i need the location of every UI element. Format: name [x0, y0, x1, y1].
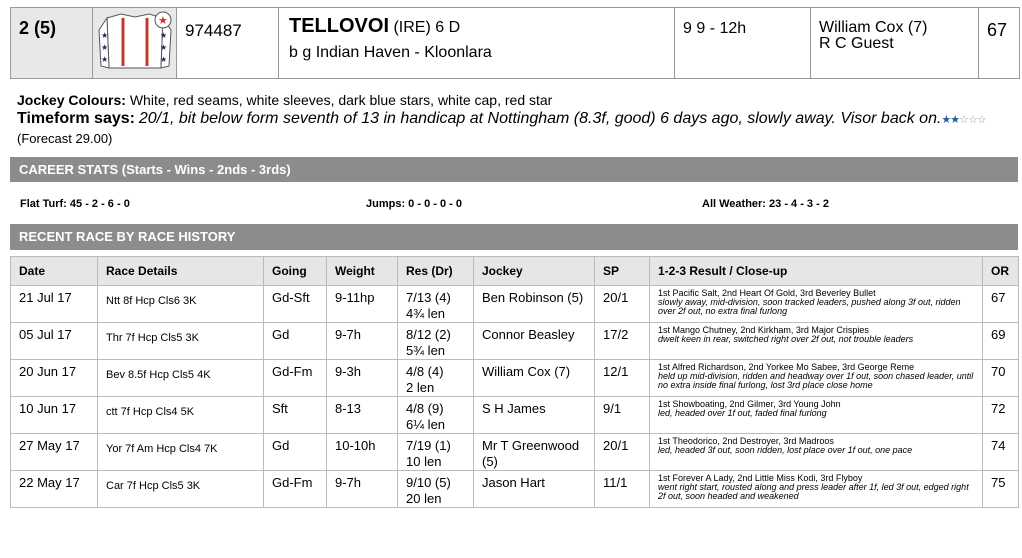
race-or: 75 — [983, 471, 1019, 508]
runner-header — [10, 7, 1020, 79]
race-going: Gd — [264, 323, 327, 360]
col-date: Date — [11, 257, 98, 286]
race-weight: 10-10h — [327, 434, 398, 471]
runner-info — [17, 91, 1017, 148]
race-going: Sft — [264, 397, 327, 434]
race-result-closeup — [650, 360, 983, 397]
jockey-trainer — [811, 8, 979, 78]
race-sp: 20/1 — [595, 434, 650, 471]
history-header-row — [11, 257, 1019, 286]
timeform-text: 20/1, bit below form seventh of 13 in handicap at Nottingham (8.3f, good) 6 days ago, slowly away. Visor back on. — [138, 110, 942, 127]
table-row — [11, 471, 1019, 508]
jockey-silks-icon — [93, 8, 177, 78]
race-jockey[interactable]: Connor Beasley — [474, 323, 595, 360]
race-distance-beaten: 6¼ len — [406, 417, 446, 432]
race-jockey[interactable]: Mr T Greenwood (5) — [474, 434, 595, 471]
table-row — [11, 434, 1019, 471]
race-sp: 17/2 — [595, 323, 650, 360]
race-weight: 9-3h — [327, 360, 398, 397]
race-closeup-comment: held up mid-division, ridden and headway over 1f out, soon chased leader, until no extra inside final furlong, lost 3rd place close home — [658, 371, 974, 390]
svg-text:★: ★ — [101, 55, 109, 64]
race-position: 4/8 (4) — [406, 364, 444, 379]
horse-country-age-sex: (IRE) 6 D — [393, 19, 461, 36]
race-details-link[interactable]: Car 7f Hcp Cls5 3K — [98, 471, 264, 508]
race-closeup-comment: led, headed over 1f out, faded final furlong — [658, 408, 827, 418]
race-going: Gd-Fm — [264, 471, 327, 508]
forecast-price: (Forecast 29.00) — [17, 131, 113, 146]
race-result — [398, 471, 474, 508]
race-sp: 11/1 — [595, 471, 650, 508]
horse-details — [279, 8, 675, 78]
race-result — [398, 286, 474, 323]
race-details-link[interactable]: Ntt 8f Hcp Cls6 3K — [98, 286, 264, 323]
race-or: 72 — [983, 397, 1019, 434]
col-result-closeup: 1-2-3 Result / Close-up — [650, 257, 983, 286]
timeform-label: Timeform says: — [17, 110, 135, 127]
table-row — [11, 397, 1019, 434]
jockey-colours-text: White, red seams, white sleeves, dark blue stars, white cap, red star — [129, 92, 553, 108]
horse-name[interactable]: TELLOVOI — [289, 15, 389, 37]
race-closeup-comment: slowly away, mid-division, soon tracked leaders, pushed along 3f out, ridden over 2f out, no extra final furlong — [658, 297, 961, 316]
all-weather-stats: All Weather: 23 - 4 - 3 - 2 — [702, 198, 829, 210]
trainer-name[interactable]: R C Guest — [819, 35, 894, 52]
race-placings: 1st Mango Chutney, 2nd Kirkham, 3rd Major Crispies — [658, 325, 869, 335]
table-row — [11, 323, 1019, 360]
race-details-link[interactable]: Thr 7f Hcp Cls5 3K — [98, 323, 264, 360]
jockey-colours-line — [17, 91, 1017, 109]
col-race-details: Race Details — [98, 257, 264, 286]
race-result-closeup — [650, 434, 983, 471]
race-closeup-comment: dwelt keen in rear, switched right over 2f out, not trouble leaders — [658, 334, 914, 344]
race-closeup-comment: led, headed 3f out, soon ridden, lost place over 1f out, one pace — [658, 445, 913, 455]
career-stats-row — [10, 190, 1018, 216]
race-sp: 9/1 — [595, 397, 650, 434]
race-history-heading: RECENT RACE BY RACE HISTORY — [10, 224, 1018, 250]
race-placings: 1st Showboating, 2nd Gilmer, 3rd Young John — [658, 399, 841, 409]
race-jockey[interactable]: William Cox (7) — [474, 360, 595, 397]
race-distance-beaten: 2 len — [406, 380, 435, 395]
age-weight: 9 9 - 12h — [675, 8, 811, 78]
race-result-closeup — [650, 397, 983, 434]
race-details-link[interactable]: ctt 7f Hcp Cls4 5K — [98, 397, 264, 434]
race-date: 21 Jul 17 — [11, 286, 98, 323]
race-details-link[interactable]: Yor 7f Am Hcp Cls4 7K — [98, 434, 264, 471]
svg-text:★: ★ — [101, 43, 109, 52]
jockey-name[interactable]: William Cox (7) — [819, 19, 928, 36]
race-position: 7/13 (4) — [406, 290, 451, 305]
race-weight: 9-11hp — [327, 286, 398, 323]
svg-text:★: ★ — [158, 15, 168, 27]
race-date: 20 Jun 17 — [11, 360, 98, 397]
col-sp: SP — [595, 257, 650, 286]
race-placings: 1st Theodorico, 2nd Destroyer, 3rd Madroos — [658, 436, 834, 446]
race-result-closeup — [650, 471, 983, 508]
race-or: 70 — [983, 360, 1019, 397]
race-result — [398, 360, 474, 397]
svg-text:★: ★ — [101, 31, 109, 40]
race-position: 4/8 (9) — [406, 401, 444, 416]
col-result-draw: Res (Dr) — [398, 257, 474, 286]
jumps-stats: Jumps: 0 - 0 - 0 - 0 — [366, 198, 462, 210]
race-distance-beaten: 10 len — [406, 454, 442, 469]
runner-number: 2 (5) — [11, 8, 93, 78]
race-weight: 9-7h — [327, 323, 398, 360]
horse-pedigree: b g Indian Haven - Kloonlara — [289, 44, 492, 61]
race-closeup-comment: went right start, rousted along and press leader after 1f, led 3f out, edged right 2f out, soon headed and weakened — [658, 482, 969, 501]
race-result — [398, 434, 474, 471]
race-history-table — [10, 256, 1019, 508]
race-jockey[interactable]: Jason Hart — [474, 471, 595, 508]
table-row — [11, 286, 1019, 323]
race-distance-beaten: 4¾ len — [406, 306, 446, 321]
race-going: Gd-Sft — [264, 286, 327, 323]
svg-text:★: ★ — [160, 43, 168, 52]
race-date: 27 May 17 — [11, 434, 98, 471]
svg-text:★: ★ — [160, 55, 168, 64]
race-result — [398, 323, 474, 360]
jockey-colours-label: Jockey Colours: — [17, 92, 126, 108]
race-position: 9/10 (5) — [406, 475, 451, 490]
race-result-closeup — [650, 323, 983, 360]
race-or: 74 — [983, 434, 1019, 471]
table-row — [11, 360, 1019, 397]
flat-turf-stats: Flat Turf: 45 - 2 - 6 - 0 — [20, 198, 130, 210]
race-distance-beaten: 5¾ len — [406, 343, 446, 358]
race-weight: 9-7h — [327, 471, 398, 508]
svg-text:★: ★ — [160, 31, 168, 40]
race-jockey[interactable]: S H James — [474, 397, 595, 434]
race-placings: 1st Pacific Salt, 2nd Heart Of Gold, 3rd Beverley Bullet — [658, 288, 876, 298]
race-placings: 1st Alfred Richardson, 2nd Yorkee Mo Sabee, 3rd George Reme — [658, 362, 915, 372]
career-stats-heading: CAREER STATS (Starts - Wins - 2nds - 3rds) — [10, 157, 1018, 182]
race-or: 67 — [983, 286, 1019, 323]
race-sp: 20/1 — [595, 286, 650, 323]
col-jockey: Jockey — [474, 257, 595, 286]
race-position: 7/19 (1) — [406, 438, 451, 453]
race-or: 69 — [983, 323, 1019, 360]
race-going: Gd-Fm — [264, 360, 327, 397]
race-date: 22 May 17 — [11, 471, 98, 508]
race-weight: 8-13 — [327, 397, 398, 434]
race-date: 05 Jul 17 — [11, 323, 98, 360]
star-rating-icon: ★★☆☆☆ — [941, 114, 986, 126]
runner-id: 974487 — [177, 8, 279, 78]
race-result-closeup — [650, 286, 983, 323]
race-sp: 12/1 — [595, 360, 650, 397]
race-position: 8/12 (2) — [406, 327, 451, 342]
col-weight: Weight — [327, 257, 398, 286]
col-or: OR — [983, 257, 1019, 286]
official-rating: 67 — [987, 20, 1008, 40]
race-details-link[interactable]: Bev 8.5f Hcp Cls5 4K — [98, 360, 264, 397]
race-date: 10 Jun 17 — [11, 397, 98, 434]
timeform-line — [17, 109, 1017, 148]
col-going: Going — [264, 257, 327, 286]
race-jockey[interactable]: Ben Robinson (5) — [474, 286, 595, 323]
race-going: Gd — [264, 434, 327, 471]
race-result — [398, 397, 474, 434]
race-placings: 1st Forever A Lady, 2nd Little Miss Kodi, 3rd Flyboy — [658, 473, 863, 483]
race-distance-beaten: 20 len — [406, 491, 442, 506]
